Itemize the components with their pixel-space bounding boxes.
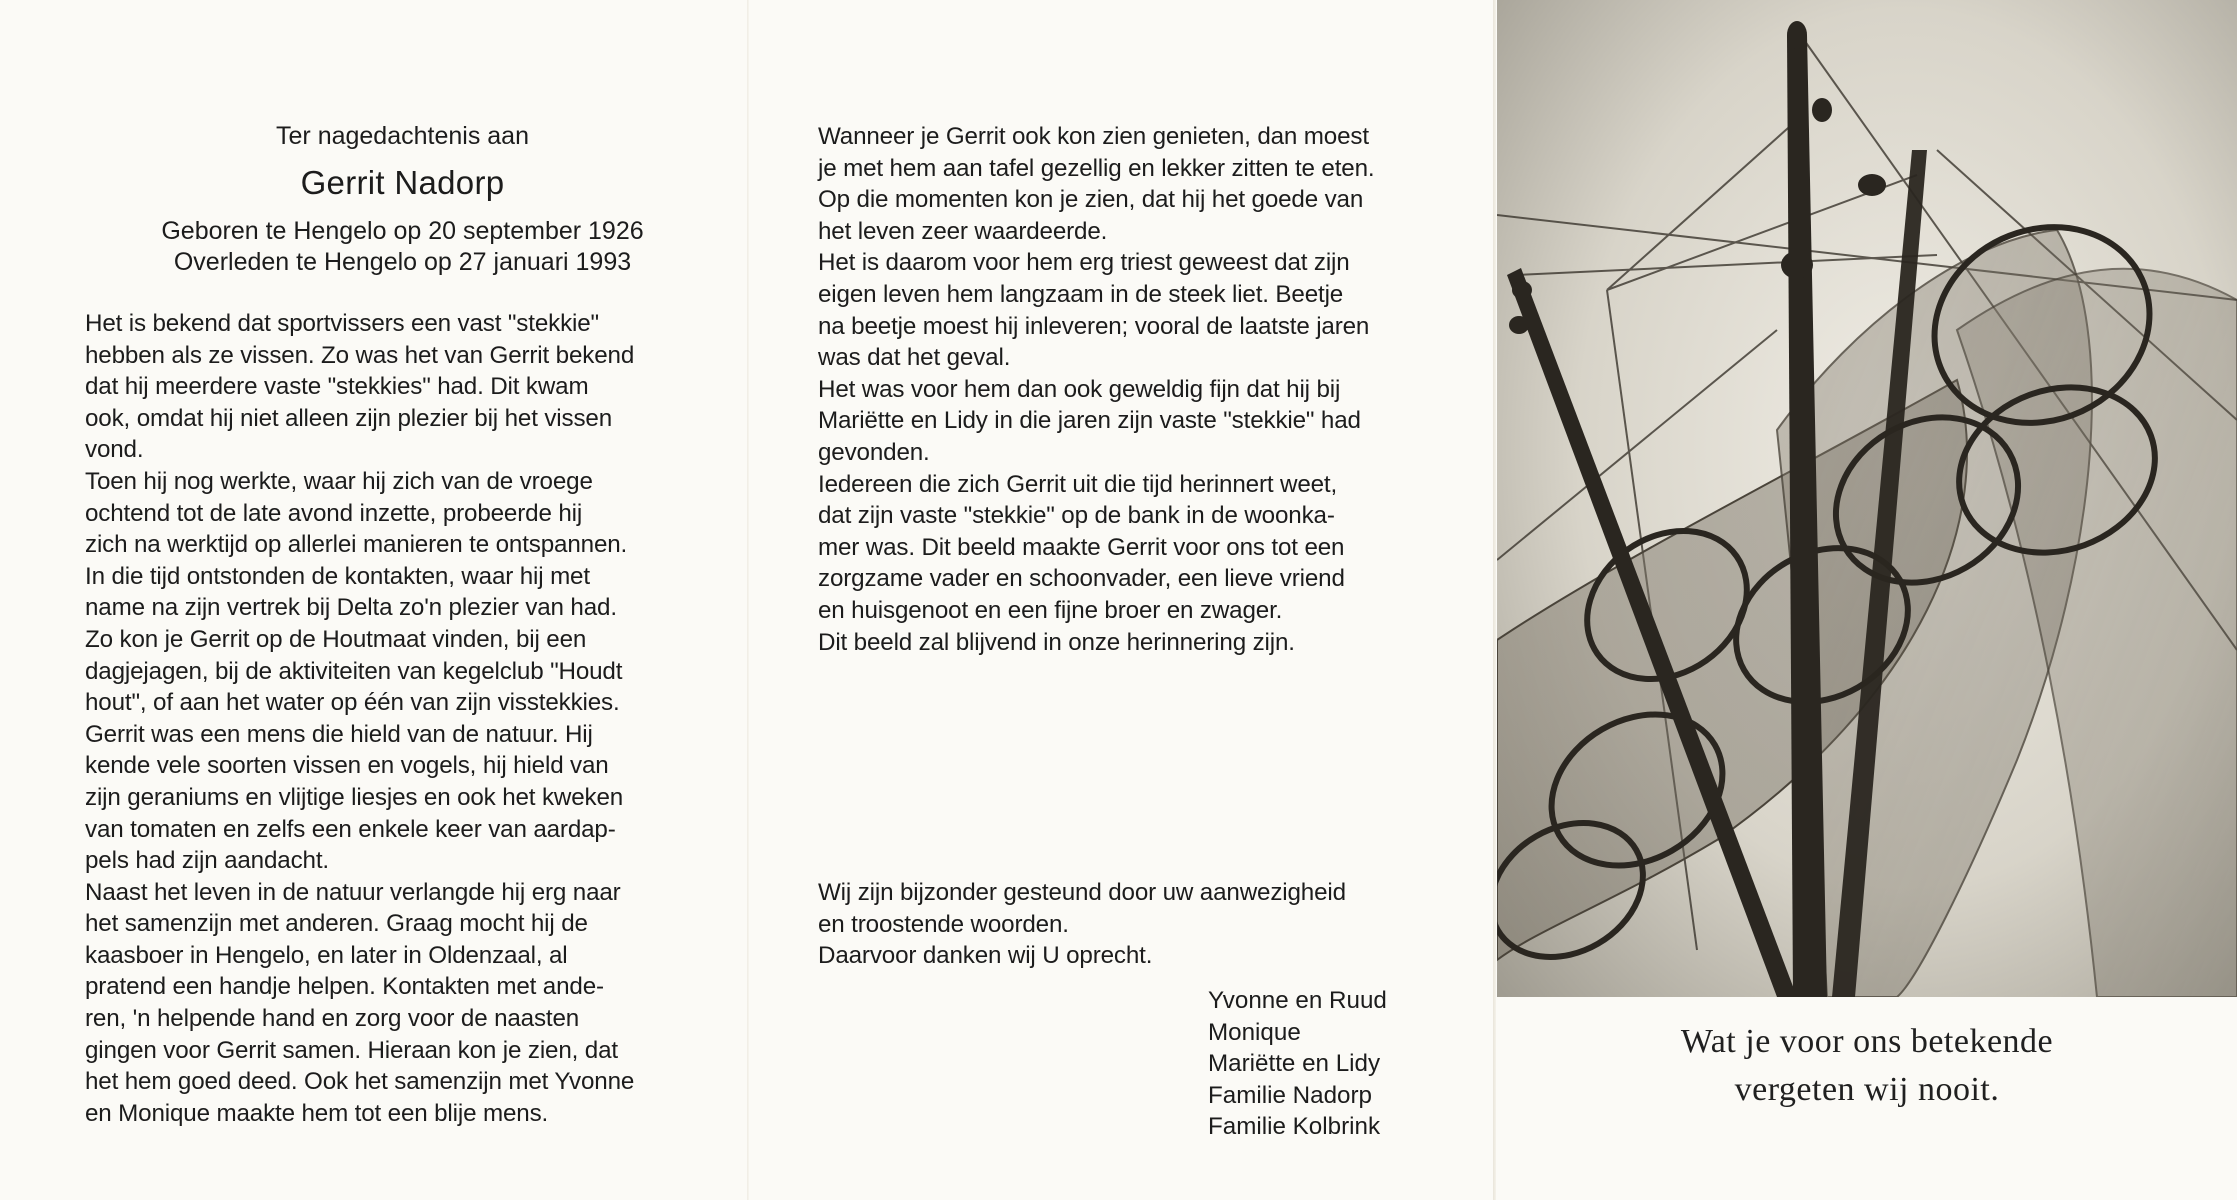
text-line: gevonden. — [818, 438, 930, 466]
text-line: kaasboer in Hengelo, en later in Oldenzaal, al — [85, 941, 568, 969]
text-line: Gerrit was een mens die hield van de natuur. Hij — [85, 720, 593, 748]
signer-name: Monique — [1208, 1018, 1301, 1046]
fold-line-left — [747, 0, 749, 1200]
signer-name: Mariëtte en Lidy — [1208, 1050, 1381, 1078]
thanks-line: Wij zijn bijzonder gesteund door uw aanwezigheid — [818, 879, 1346, 906]
text-line: Op die momenten kon je zien, dat hij het goede van — [818, 186, 1364, 214]
left-text-block — [85, 308, 675, 1129]
text-line: het samenzijn met anderen. Graag mocht hij de — [85, 910, 588, 938]
text-line: gingen voor Gerrit samen. Hieraan kon je zien, dat — [85, 1036, 618, 1064]
text-line: vond. — [85, 436, 144, 464]
thanks-line: Daarvoor danken wij U oprecht. — [818, 942, 1153, 970]
text-line: Dit beeld zal blijvend in onze herinnering zijn. — [818, 628, 1295, 656]
text-line: name na zijn vertrek bij Delta zo'n plezier van had. — [85, 594, 617, 622]
signers-list — [1208, 985, 1387, 1143]
signer-name: Familie Nadorp — [1208, 1081, 1372, 1109]
text-line: na beetje moest hij inleveren; vooral de laatste jaren — [818, 312, 1370, 340]
photo-caption — [1497, 1018, 2237, 1114]
signer-name: Familie Kolbrink — [1208, 1113, 1381, 1141]
text-line: van tomaten en zelfs een enkele keer van aardap- — [85, 815, 616, 843]
middle-panel — [818, 0, 1418, 658]
thanks-line: en troostende woorden. — [818, 910, 1069, 938]
text-line: ochtend tot de late avond inzette, probeerde hij — [85, 499, 583, 527]
text-line: Toen hij nog werkte, waar hij zich van de vroege — [85, 467, 593, 495]
text-line: hebben als ze vissen. Zo was het van Gerrit bekend — [85, 341, 635, 369]
text-line: en Monique maakte hem tot een blije mens. — [85, 1099, 549, 1127]
text-line: mer was. Dit beeld maakte Gerrit voor ons tot een — [818, 533, 1345, 561]
caption-line: Wat je voor ons betekende — [1680, 1023, 2054, 1060]
thanks-block — [818, 877, 1438, 972]
signer-name: Yvonne en Ruud — [1208, 987, 1387, 1014]
text-line: dat hij meerdere vaste "stekkies" had. Dit kwam — [85, 373, 589, 401]
text-line: ren, 'n helpende hand en zorg voor de naasten — [85, 1005, 580, 1033]
fishing-mast-image — [1497, 0, 2237, 997]
fold-line-right — [1493, 0, 1496, 1200]
text-line: dat zijn vaste "stekkie" op de bank in de woonka- — [818, 502, 1335, 530]
text-line: eigen leven hem langzaam in de steek liet. Beetje — [818, 280, 1344, 308]
text-line: Wanneer je Gerrit ook kon zien genieten, dan moest — [818, 123, 1369, 150]
text-line: Zo kon je Gerrit op de Houtmaat vinden, bij een — [85, 625, 587, 653]
text-line: je met hem aan tafel gezellig en lekker zitten te eten. — [818, 154, 1375, 182]
text-line: In die tijd ontstonden de kontakten, waar hij met — [85, 562, 590, 590]
text-line: Het is bekend dat sportvissers een vast "stekkie" — [85, 310, 599, 337]
deceased-name: Gerrit Nadorp — [300, 164, 505, 201]
text-line: dagjejagen, bij de aktiviteiten van kegelclub "Houdt — [85, 657, 623, 685]
text-line: pels had zijn aandacht. — [85, 847, 329, 875]
text-line: was dat het geval. — [818, 344, 1011, 372]
text-line: Iedereen die zich Gerrit uit die tijd herinnert weet, — [818, 470, 1338, 498]
text-line: zorgzame vader en schoonvader, een lieve vriend — [818, 565, 1345, 593]
text-line: hout", of aan het water op één van zijn visstekkies. — [85, 689, 620, 717]
text-line: zijn geraniums en vlijtige liesjes en ook het kweken — [85, 783, 624, 811]
memorial-lead: Ter nagedachtenis aan — [276, 122, 529, 150]
life-dates — [130, 216, 675, 278]
text-line: pratend een handje helpen. Kontakten met ande- — [85, 973, 604, 1001]
text-line: ook, omdat hij niet alleen zijn plezier bij het vissen — [85, 404, 613, 432]
caption-line: vergeten wij nooit. — [1734, 1071, 2000, 1108]
text-line: het leven zeer waardeerde. — [818, 217, 1108, 245]
text-line: kende vele soorten vissen en vogels, hij hield van — [85, 752, 609, 780]
text-line: Het was voor hem dan ook geweldig fijn dat hij bij — [818, 375, 1341, 403]
text-line: Mariëtte en Lidy in die jaren zijn vaste "stekkie" had — [818, 407, 1361, 435]
text-line: Het is daarom voor hem erg triest geweest dat zijn — [818, 249, 1350, 277]
fishing-nets-photo — [1497, 0, 2237, 997]
text-line: het hem goed deed. Ook het samenzijn met Yvonne — [85, 1068, 635, 1096]
middle-text-block — [818, 121, 1418, 658]
left-panel — [85, 0, 675, 1129]
text-line: Naast het leven in de natuur verlangde hij erg naar — [85, 878, 621, 906]
text-line: en huisgenoot en een fijne broer en zwager. — [818, 596, 1283, 624]
text-line: zich na werktijd op allerlei manieren te ontspannen. — [85, 531, 628, 559]
birth-line: Geboren te Hengelo op 20 september 1926 — [161, 217, 644, 245]
death-line: Overleden te Hengelo op 27 januari 1993 — [173, 248, 632, 276]
